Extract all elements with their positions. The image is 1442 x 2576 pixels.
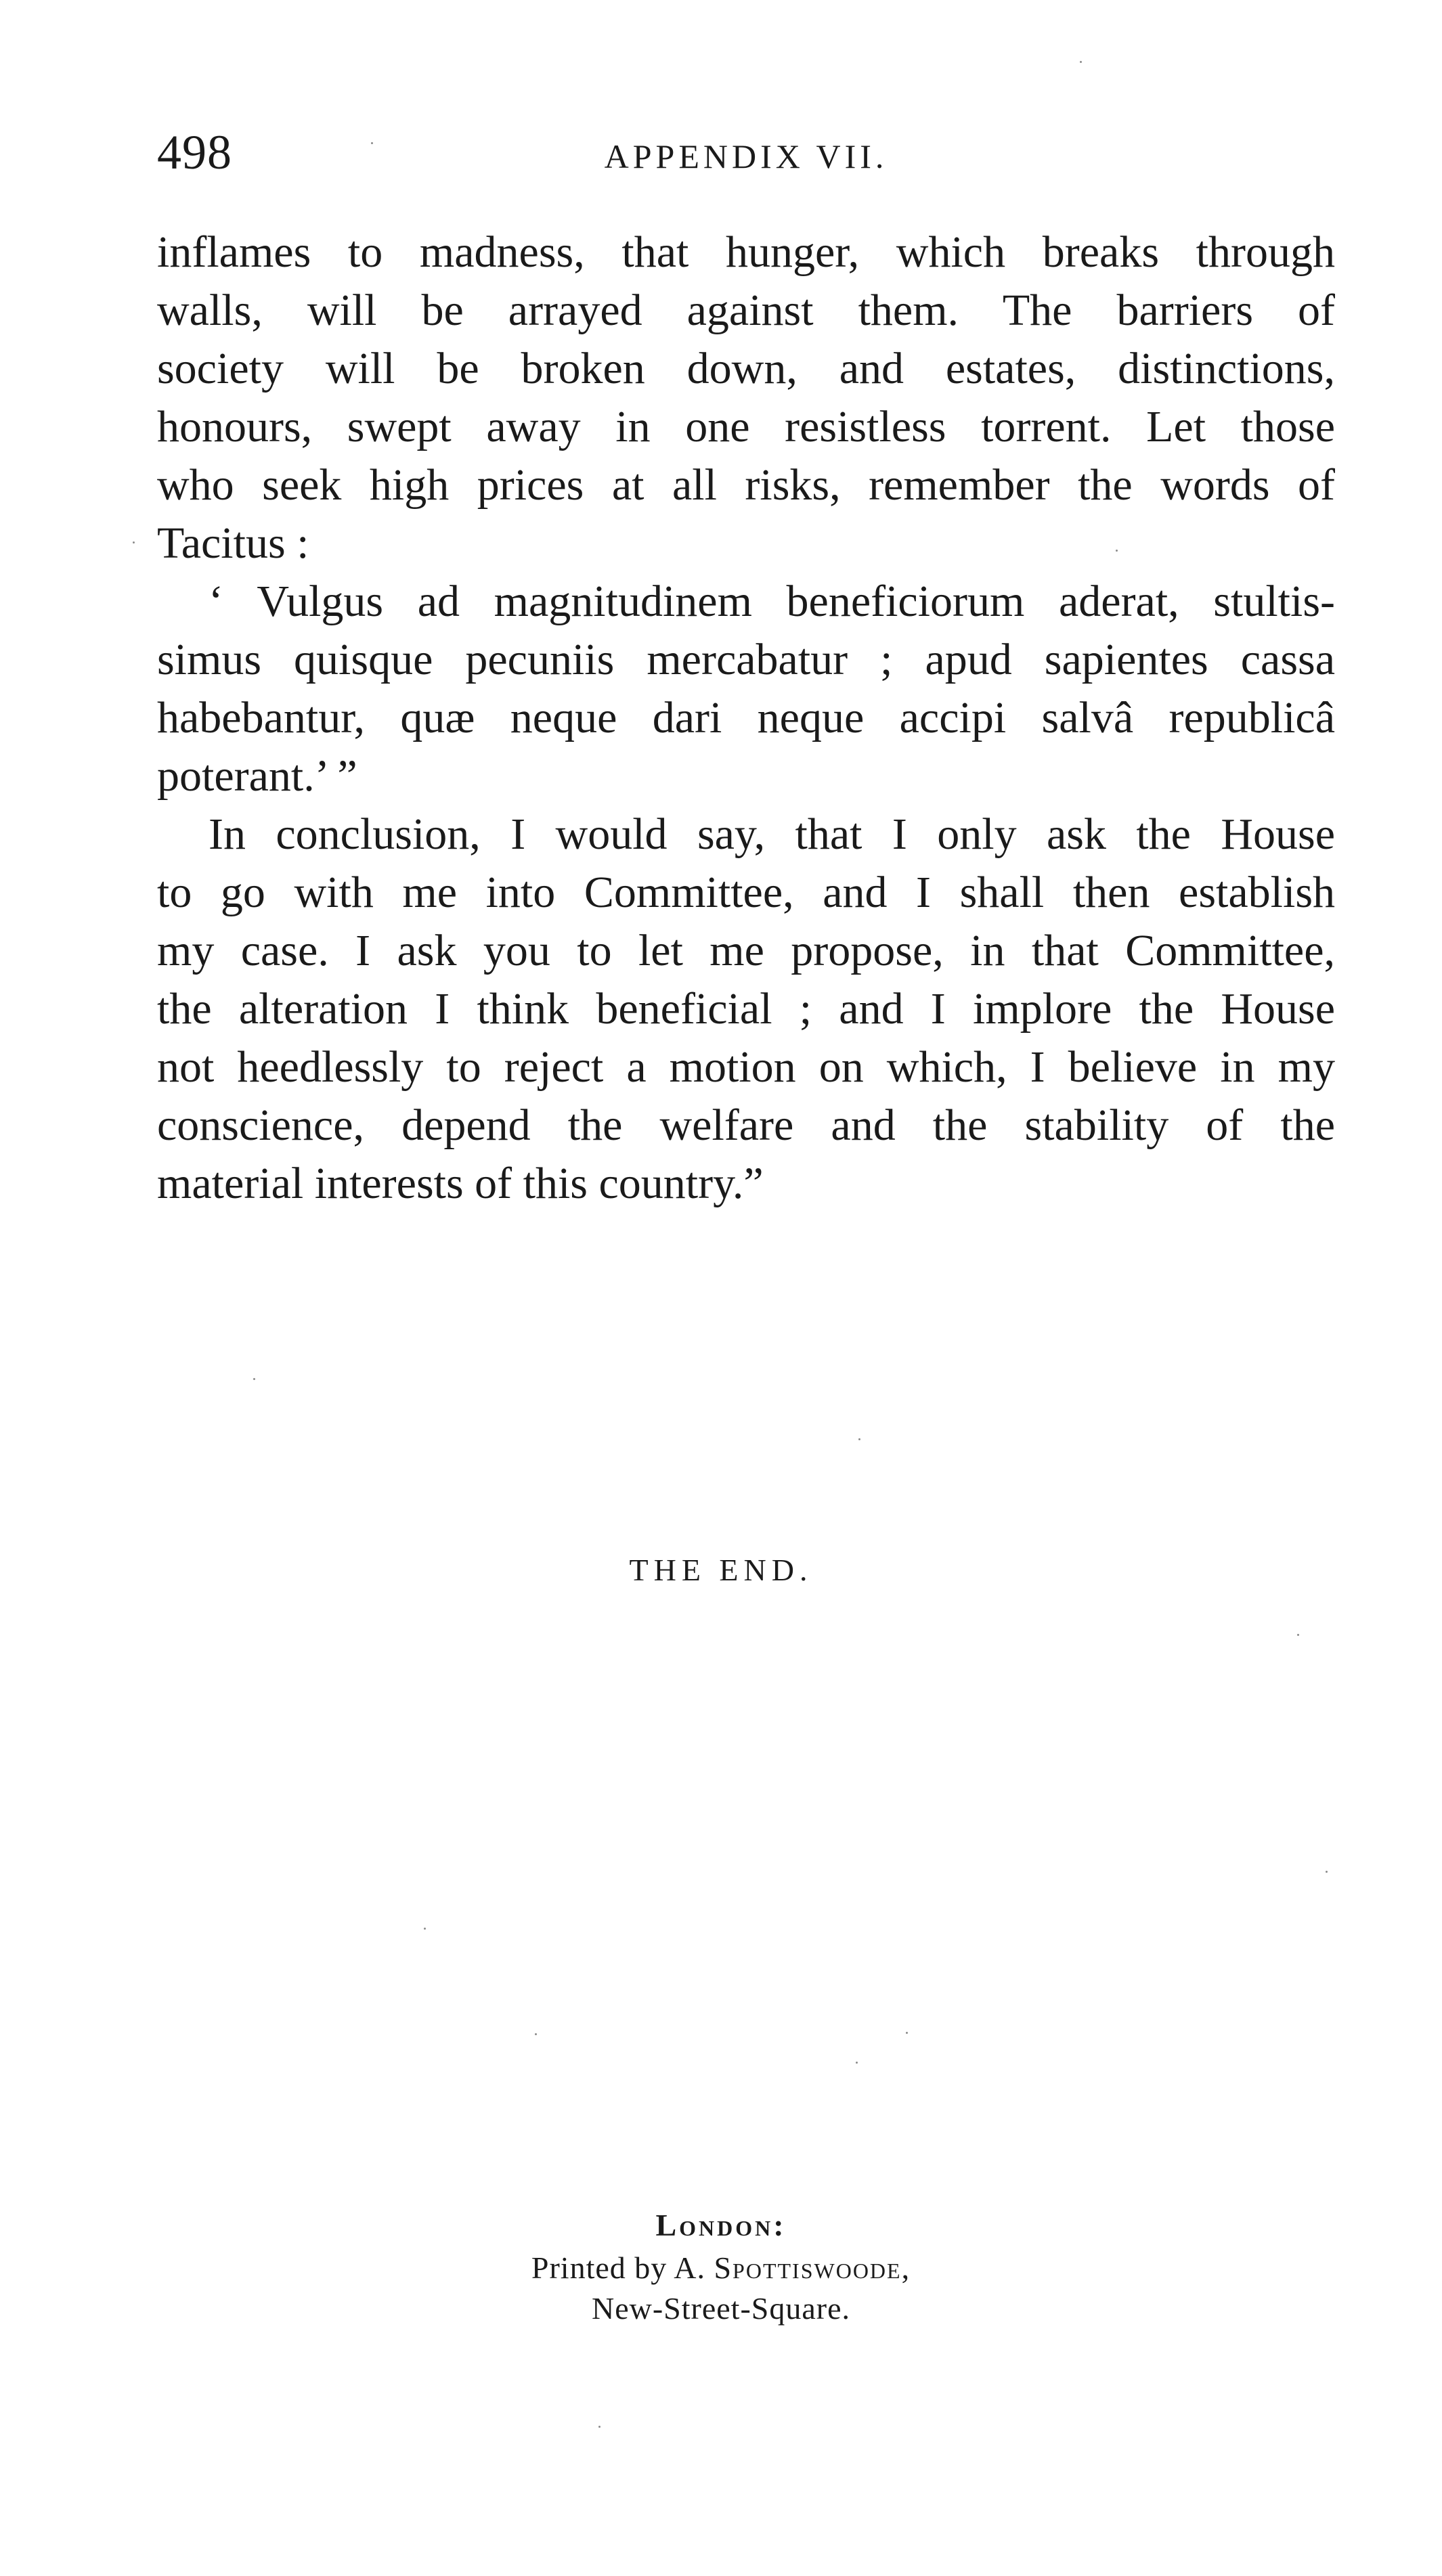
printer-imprint [0, 2203, 1442, 2329]
scan-speck [598, 2426, 600, 2428]
scan-speck [1326, 1871, 1328, 1873]
running-head: APPENDIX VII. [604, 137, 888, 175]
text-line: walls, will be arrayed against them. The barriers of [157, 286, 1335, 335]
text-line: not heedlessly to reject a motion on which, I believe in my [157, 1042, 1335, 1092]
text-line: material interests of this country.” [157, 1159, 764, 1208]
text-line: In conclusion, I would say, that I only ask the House [209, 809, 1335, 859]
text-line: conscience, depend the welfare and the stability of the [157, 1101, 1335, 1150]
imprint-address: New-Street-Square. [591, 2291, 851, 2326]
text-line: society will be broken down, and estates, distinctions, [157, 344, 1335, 393]
text-line: honours, swept away in one resistless torrent. Let those [157, 402, 1335, 451]
imprint-printed-by: Printed by A. [531, 2250, 714, 2285]
scan-speck [253, 1378, 255, 1380]
imprint-city: London: [655, 2208, 787, 2242]
scan-speck [906, 2032, 908, 2034]
text-line: the alteration I think beneficial ; and I implore the House [157, 984, 1335, 1034]
scan-speck [1297, 1634, 1299, 1636]
scan-speck [1116, 550, 1118, 552]
text-line: Tacitus : [157, 518, 309, 568]
scan-speck [856, 2062, 858, 2064]
quotation-line: simus quisque pecuniis mercabatur ; apud sapientes cassa [157, 635, 1335, 684]
scan-speck [424, 1928, 426, 1930]
page-header [157, 122, 1335, 183]
quotation-line: ‘ Vulgus ad magnitudinem beneficiorum aderat, stultis- [209, 577, 1335, 626]
text-line: my case. I ask you to let me propose, in that Committee, [157, 926, 1335, 975]
quotation-line: poterant.’ ” [157, 751, 357, 801]
text-line: inflames to madness, that hunger, which breaks through [157, 227, 1335, 277]
imprint-printer-name: Spottiswoode, [714, 2250, 911, 2285]
scan-speck [1080, 61, 1082, 63]
text-line: who seek high prices at all risks, remember the words of [157, 460, 1335, 510]
body-text [157, 223, 1335, 1213]
quotation-line: habebantur, quæ neque dari neque accipi salvâ republicâ [157, 693, 1335, 742]
end-mark: THE END. [629, 1553, 813, 1587]
text-line: to go with me into Committee, and I shall then establish [157, 868, 1335, 917]
scan-speck [371, 142, 373, 144]
page-number: 498 [157, 125, 232, 179]
scan-speck [535, 2033, 537, 2035]
scan-speck [858, 1438, 860, 1440]
imprint-printer [0, 2248, 1442, 2288]
scan-speck [133, 541, 135, 543]
